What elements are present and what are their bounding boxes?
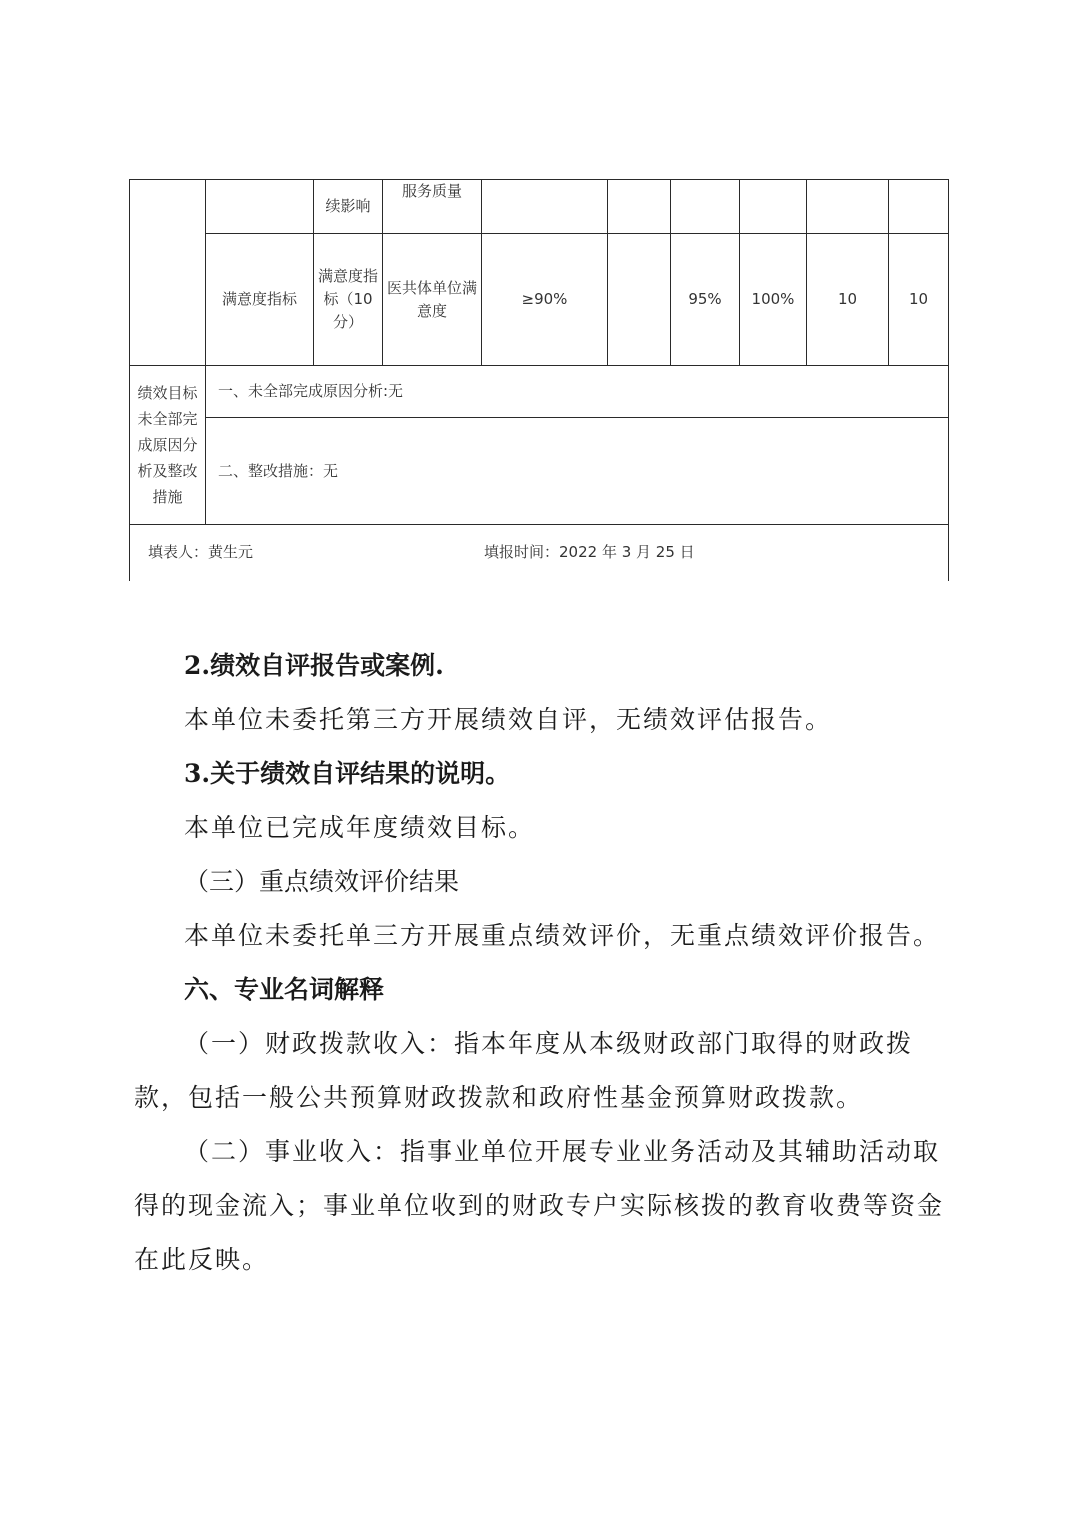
- table-cell: ≥90%: [482, 234, 608, 366]
- table-cell: [740, 180, 807, 234]
- filler-label: 填表人：黄生元: [148, 543, 254, 561]
- reason-analysis-cell: 一、未全部完成原因分析:无: [206, 366, 949, 418]
- table-row: [130, 366, 949, 418]
- table-cell: 100%: [740, 234, 807, 366]
- paragraph: 本单位未委托第三方开展绩效自评，无绩效评估报告。: [184, 705, 833, 734]
- table-cell: 续影响: [314, 180, 383, 234]
- subsection-heading: （三）重点绩效评价结果: [184, 867, 460, 896]
- paragraph: 本单位已完成年度绩效目标。: [184, 813, 536, 842]
- paragraph: 本单位未委托单三方开展重点绩效评价，无重点绩效评价报告。: [184, 921, 941, 950]
- analysis-label-cell: 绩效目标未全部完成原因分析及整改措施: [130, 366, 206, 525]
- table-cell: [206, 180, 314, 234]
- table-cell: 95%: [671, 234, 740, 366]
- paragraph: （一）财政拨款收入：指本年度从本级财政部门取得的财政拨款，包括一般公共预算财政拨款和政府性基金预算财政拨款。: [134, 1029, 914, 1112]
- table-row: [130, 234, 949, 366]
- table-cell: [482, 180, 608, 234]
- table-cell: [671, 180, 740, 234]
- table-cell: 满意度指标: [206, 234, 314, 366]
- table-cell: 10: [889, 234, 949, 366]
- section-heading: 2.绩效自评报告或案例.: [184, 651, 444, 680]
- table-cell: 满意度指标（10分）: [314, 234, 383, 366]
- table-row: [130, 180, 949, 234]
- performance-table: [129, 179, 949, 581]
- paragraph: （二）事业收入：指事业单位开展专业业务活动及其辅助活动取得的现金流入；事业单位收到的财政专户实际核拨的教育收费等资金在此反映。: [134, 1137, 945, 1274]
- section-heading: 3.关于绩效自评结果的说明。: [184, 759, 511, 788]
- table-cell: 医共体单位满意度: [383, 234, 482, 366]
- table-cell: 服务质量: [383, 180, 482, 234]
- body-text: [134, 639, 946, 1287]
- table-cell: [608, 180, 671, 234]
- table-footer-row: [130, 525, 949, 582]
- footer-cell: [130, 525, 949, 582]
- section-heading: 六、专业名词解释: [184, 975, 385, 1004]
- table-row: [130, 418, 949, 525]
- table-cell: [130, 180, 206, 366]
- table-cell: [889, 180, 949, 234]
- table-cell: 10: [807, 234, 889, 366]
- measures-cell: 二、整改措施：无: [206, 418, 949, 525]
- table-cell: [608, 234, 671, 366]
- fill-time-label: 填报时间：2022 年 3 月 25 日: [484, 543, 695, 561]
- table-cell: [807, 180, 889, 234]
